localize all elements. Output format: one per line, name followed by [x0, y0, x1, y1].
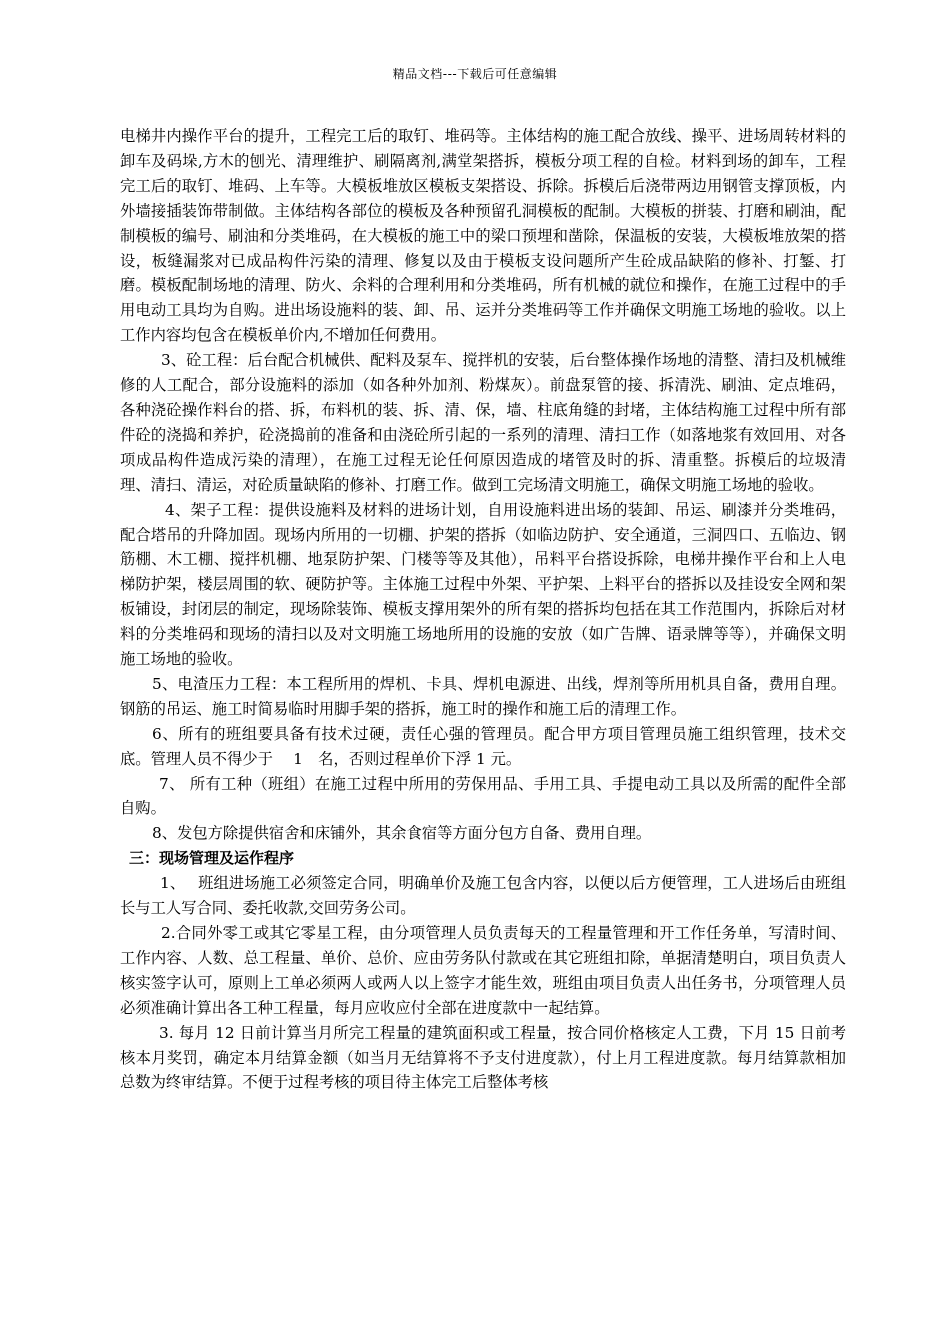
page-header: 精品文档---下载后可任意编辑 — [392, 67, 558, 81]
paragraph-contract-signing: 1、 班组进场施工必须签定合同，明确单价及施工包含内容，以便以后方便管理，工人进场后由班组长与工人写合同、委托收款,交回劳务公司。 — [120, 874, 846, 918]
section-heading-site-management: 三：现场管理及运作程序 — [129, 849, 295, 868]
paragraph-electroslag-work: 5、电渣压力工程：本工程所用的焊机、卡具、焊机电源进、出线，焊剂等所用机具自备，费用自理。钢筋的吊运、施工时简易临时用脚手架的搭拆，施工时的操作和施工后的清理工作。 — [120, 674, 846, 718]
paragraph-scaffolding-work: 4、架子工程：提供设施料及材料的进场计划，自用设施料进出场的装卸、吊运、刷漆并分类堆码，配合塔吊的升降加固。现场内所用的一切棚、护架的搭拆（如临边防护、安全通道，三洞四口、五临边、钢筋棚、木工棚、搅拌机棚、地泵防护架、门楼等等及其他），吊料平台搭设拆除，电梯井操作平台和上人电梯防护架，楼层周围的软、硬防护等。主体施工过程中外架、平护架、上料平台的搭拆以及挂设安全网和架板铺设，封闭层的制定，现场除装饰、模板支撑用架外的所有架的搭拆均包括在其工作范围内，拆除后对材料的分类堆码和现场的清扫以及对文明施工场地所用的设施的安放（如广告牌、语录牌等等），并确保文明施工场地的验收。 — [120, 500, 846, 669]
paragraph-team-managers: 6、所有的班组要具备有技术过硬，责任心强的管理员。配合甲方项目管理员施工组织管理，技术交底。管理人员不得少于 1 名，否则过程单价下浮 1 元。 — [120, 724, 846, 768]
paragraph-tools-self-purchase: 7、 所有工种（班组）在施工过程中所用的劳保用品、手用工具、手提电动工具以及所需的配件全部自购。 — [120, 774, 846, 818]
paragraph-extra-work: 2.合同外零工或其它零星工程，由分项管理人员负责每天的工程量管理和开工作任务单，写清时间、工作内容、人数、总工程量、单价、总价、应由劳务队付款或在其它班组扣除，单据清楚明白，项目负责人核实签字认可，原则上工单必须两人或两人以上签字才能生效，班组由项目负责人出任务书，分项管理人员必须准确计算出各工种工程量，每月应收应付全部在进度款中一起结算。 — [120, 924, 846, 1017]
paragraph-concrete-work: 3、砼工程：后台配合机械供、配料及泵车、搅拌机的安装，后台整体操作场地的清整、清扫及机械维修的人工配合，部分设施料的添加（如各种外加剂、粉煤灰）。前盘泵管的接、拆清洗、刷油、定点堆码，各种浇砼操作料台的搭、拆，布料机的装、拆、清、保，墙、柱底角缝的封堵，主体结构施工过程中所有部件砼的浇捣和养护，砼浇捣前的准备和由浇砼所引起的一系列的清理、清扫工作（如落地浆有效回用、对各项成品构件造成污染的清理），在施工过程无论任何原因造成的堵管及时的拆、清重整。拆模后的垃圾清理、清扫、清运，对砼质量缺陷的修补、打磨工作。做到工完场清文明施工，确保文明施工场地的验收。 — [120, 351, 846, 494]
paragraph-formwork-continued: 电梯井内操作平台的提升，工程完工后的取钉、堆码等。主体结构的施工配合放线、操平、进场周转材料的卸车及码垛,方木的刨光、清理维护、刷隔离剂,满堂架搭拆，模板分项工程的自检。材料到场的卸车，工程完工后的取钉、堆码、上车等。大模板堆放区模板支架搭设、拆除。拆模后后浇带两边用钢管支撑顶板，内外墙接插装饰带制做。主体结构各部位的模板及各种预留孔洞模板的配制。大模板的拼装、打磨和刷油，配制模板的编号、刷油和分类堆码，在大模板的施工中的梁口预埋和凿除，保温板的安装，大模板堆放架的搭设，板缝漏浆对已成品构件污染的清理、修复以及由于模板支设问题所产生砼成品缺陷的修补、打錾、打磨。模板配制场地的清理、防火、余料的合理利用和分类堆码，所有机械的就位和操作，在施工过程中的手用电动工具均为自购。进出场设施料的装、卸、吊、运并分类堆码等工作并确保文明施工场地的验收。以上工作内容均包含在模板单价内,不增加任何费用。 — [120, 127, 846, 345]
paragraph-monthly-settlement: 3. 每月 12 日前计算当月所完工程量的建筑面积或工程量，按合同价格核定人工费，下月 15 日前考核本月奖罚，确定本月结算金额（如当月无结算将不予支付进度款），付上月工程进度款。每月结算款相加总数为终审结算。不便于过程考核的项目待主体完工后整体考核 — [120, 1023, 846, 1092]
paragraph-lodging: 8、发包方除提供宿舍和床铺外，其余食宿等方面分包方自备、费用自理。 — [152, 824, 652, 843]
document-body — [120, 124, 846, 1095]
